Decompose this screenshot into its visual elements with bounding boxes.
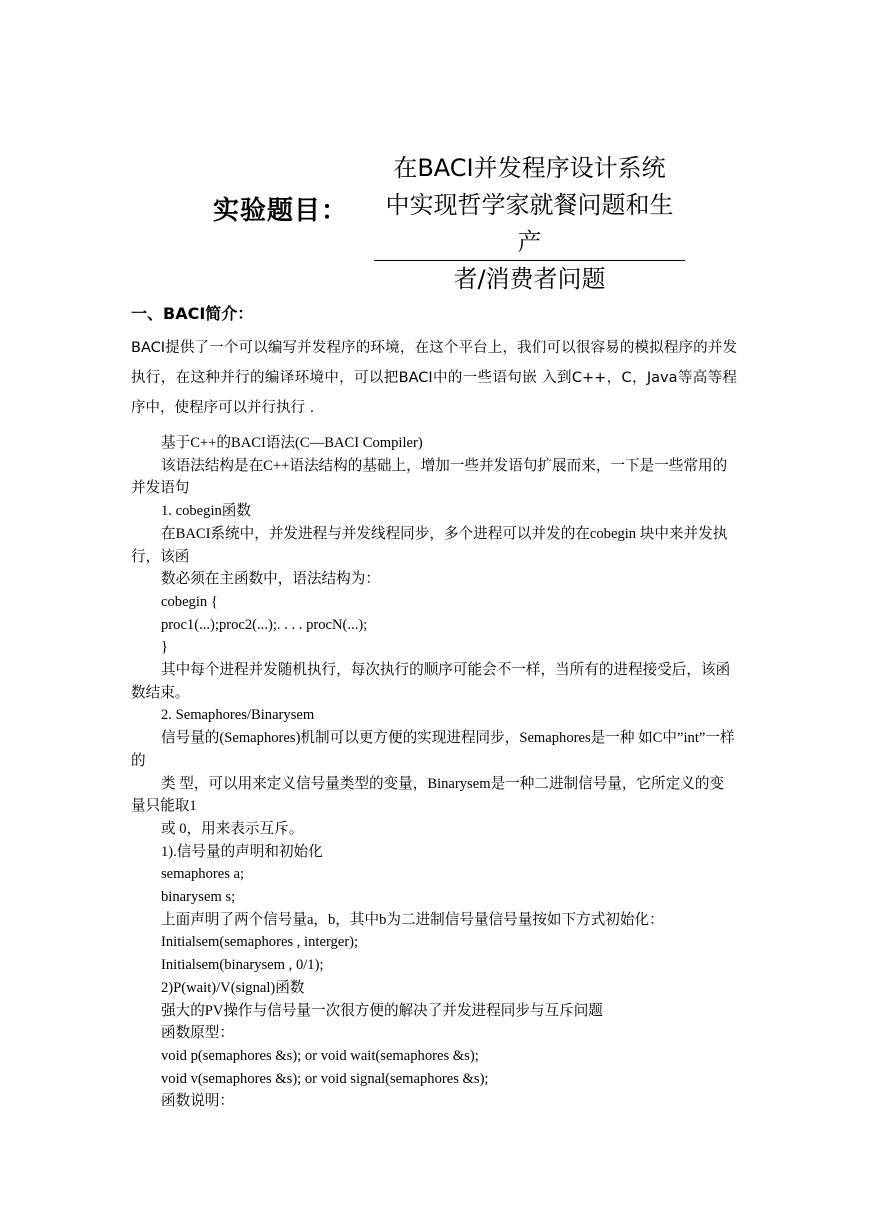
section-heading: 一、BACI简介：	[131, 304, 254, 323]
code-line: Initialsem(semaphores , interger);	[161, 934, 359, 951]
body-paragraph: 1. cobegin函数	[161, 503, 251, 520]
title-line: 在BACI并发程序设计系统	[393, 154, 666, 182]
body-paragraph: 强大的PV操作与信号量一次很方便的解决了并发进程同步与互斥问题	[161, 1002, 603, 1019]
code-line: void v(semaphores &s); or void signal(semaphores &s);	[161, 1070, 489, 1087]
body-paragraph: 该语法结构是在C++语法结构的基础上，增加一些并发语句扩展而来，一下是一些常用的并发语句	[131, 457, 728, 497]
code-line: Initialsem(binarysem , 0/1);	[161, 957, 324, 974]
code-line: }	[161, 639, 169, 656]
body-paragraph: 类 型，可以用来定义信号量类型的变量，Binarysem是一种二进制信号量，它所定义的变量只能取1	[131, 775, 725, 815]
body-paragraph: 基于C++的BACI语法(C—BACI Compiler)	[161, 435, 423, 451]
code-line: void p(semaphores &s); or void wait(semaphores &s);	[161, 1047, 479, 1064]
body-paragraph: 其中每个进程并发随机执行，每次执行的顺序可能会不一样，当所有的进程接受后，该函数结束。	[131, 662, 731, 701]
code-line: binarysem s;	[161, 889, 236, 906]
intro-paragraph: BACI提供了一个可以编写并发程序的环境，在这个平台上，我们可以很容易的模拟程序的并发执行，在这种并行的编译环境中，可以把BACI中的一些语句嵌 入到C++，C，Java等高等程序中，使程序可以并行执行 .	[131, 340, 737, 416]
title-line: 者/消费者问题	[453, 265, 606, 293]
body-paragraph: 函数说明：	[161, 1093, 234, 1110]
title-line: 中实现哲学家就餐问题和生产	[385, 191, 674, 256]
body-paragraph: 函数原型：	[161, 1025, 234, 1042]
body-paragraph: 信号量的(Semaphores)机制可以更方便的实现进程同步，Semaphores是一种 如C中”int”一样的	[131, 730, 735, 769]
body-paragraph: 数必须在主函数中，语法结构为：	[161, 571, 380, 588]
code-line: semaphores a;	[161, 866, 245, 883]
title-underline	[374, 260, 685, 261]
body-paragraph: 2. Semaphores/Binarysem	[161, 707, 315, 724]
body-paragraph: 2)P(wait)/V(signal)函数	[161, 979, 305, 996]
title-label: 实验题目：	[213, 196, 349, 226]
body-paragraph: 1).信号量的声明和初始化	[161, 843, 323, 860]
code-line: proc1(...);proc2(...);. . . . procN(...);	[161, 616, 368, 633]
body-paragraph: 上面声明了两个信号量a，b，其中b为二进制信号量信号量按如下方式初始化：	[161, 911, 664, 928]
body-text	[131, 432, 737, 1113]
body-paragraph: 在BACI系统中，并发进程与并发线程同步，多个进程可以并发的在cobegin 块中来并发执行，该函	[131, 525, 728, 565]
body-paragraph: 或 0，用来表示互斥。	[161, 820, 304, 837]
code-line: cobegin {	[161, 593, 218, 610]
experiment-title	[374, 150, 685, 298]
